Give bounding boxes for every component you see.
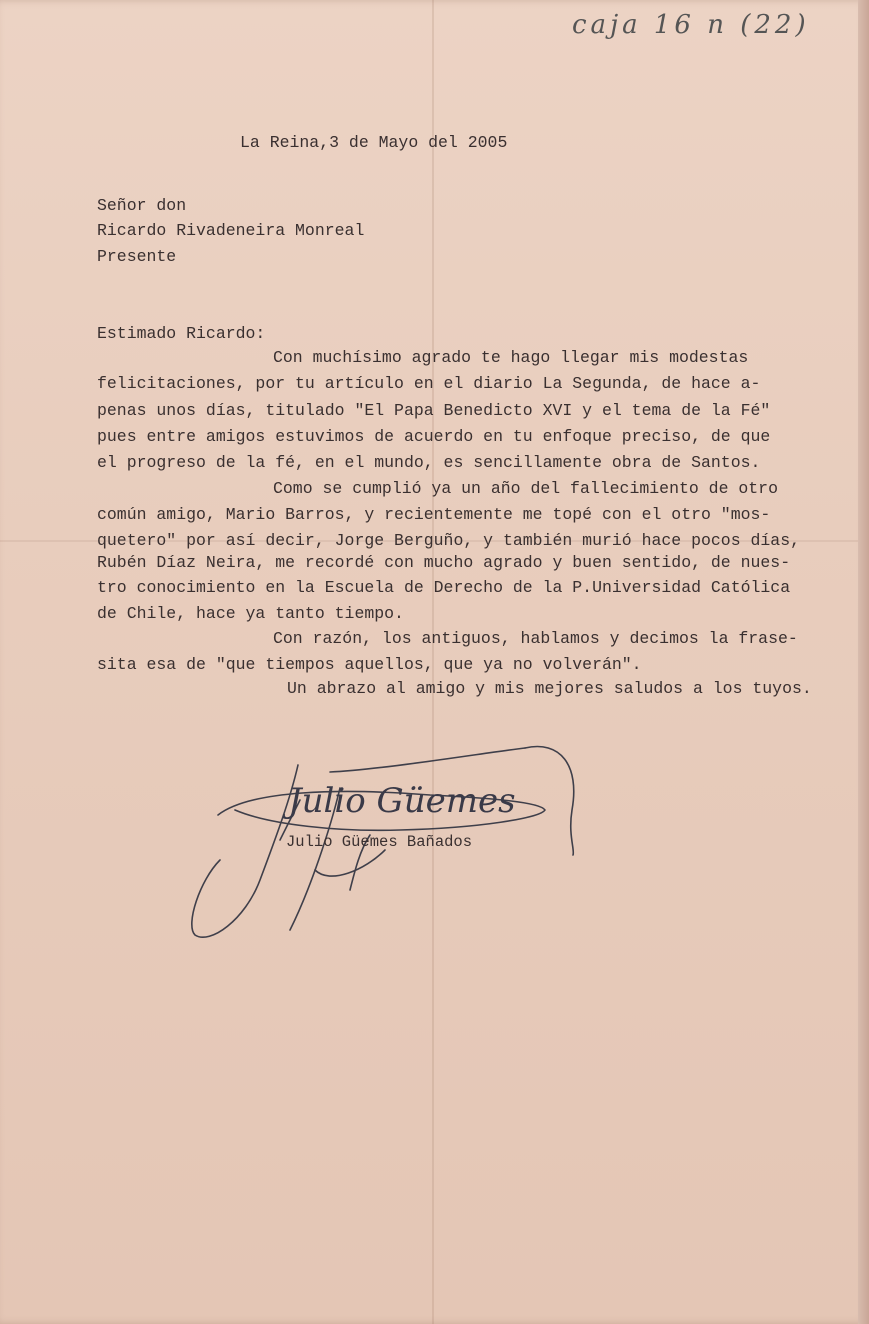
body-line: el progreso de la fé, en el mundo, es sencillamente obra de Santos. bbox=[97, 453, 761, 472]
body-line: Con razón, los antiguos, hablamos y decimos la frase- bbox=[273, 629, 798, 648]
body-line: Rubén Díaz Neira, me recordé con mucho agrado y buen sentido, de nues- bbox=[97, 553, 791, 572]
recipient-line-1: Señor don bbox=[97, 196, 187, 215]
body-line: común amigo, Mario Barros, y recientemente me topé con el otro "mos- bbox=[97, 505, 771, 524]
recipient-line-2: Ricardo Rivadeneira Monreal bbox=[97, 221, 365, 240]
signer-name: Julio Güemes Bañados bbox=[286, 833, 473, 851]
body-line: de Chile, hace ya tanto tiempo. bbox=[97, 604, 404, 623]
archive-mark: caja 16 n (22) bbox=[572, 10, 810, 40]
body-line: felicitaciones, por tu artículo en el diario La Segunda, de hace a- bbox=[97, 374, 761, 393]
body-line: pues entre amigos estuvimos de acuerdo en tu enfoque preciso, de que bbox=[97, 427, 771, 446]
body-line: penas unos días, titulado "El Papa Benedicto XVI y el tema de la Fé" bbox=[97, 401, 771, 420]
body-line: sita esa de "que tiempos aquellos, que ya no volverán". bbox=[97, 655, 642, 674]
paper-edge bbox=[858, 0, 869, 1324]
salutation: Estimado Ricardo: bbox=[97, 324, 266, 343]
body-line: Con muchísimo agrado te hago llegar mis modestas bbox=[273, 348, 749, 367]
body-line: quetero" por así decir, Jorge Berguño, y también murió hace pocos días, bbox=[97, 531, 801, 550]
date-line: La Reina,3 de Mayo del 2005 bbox=[240, 133, 508, 152]
body-line: Un abrazo al amigo y mis mejores saludos a los tuyos. bbox=[287, 679, 812, 698]
recipient-line-3: Presente bbox=[97, 247, 177, 266]
body-line: Como se cumplió ya un año del fallecimiento de otro bbox=[273, 479, 778, 498]
signature-script: Julio Güemes bbox=[288, 781, 516, 821]
body-line: tro conocimiento en la Escuela de Derecho de la P.Universidad Católica bbox=[97, 578, 791, 597]
